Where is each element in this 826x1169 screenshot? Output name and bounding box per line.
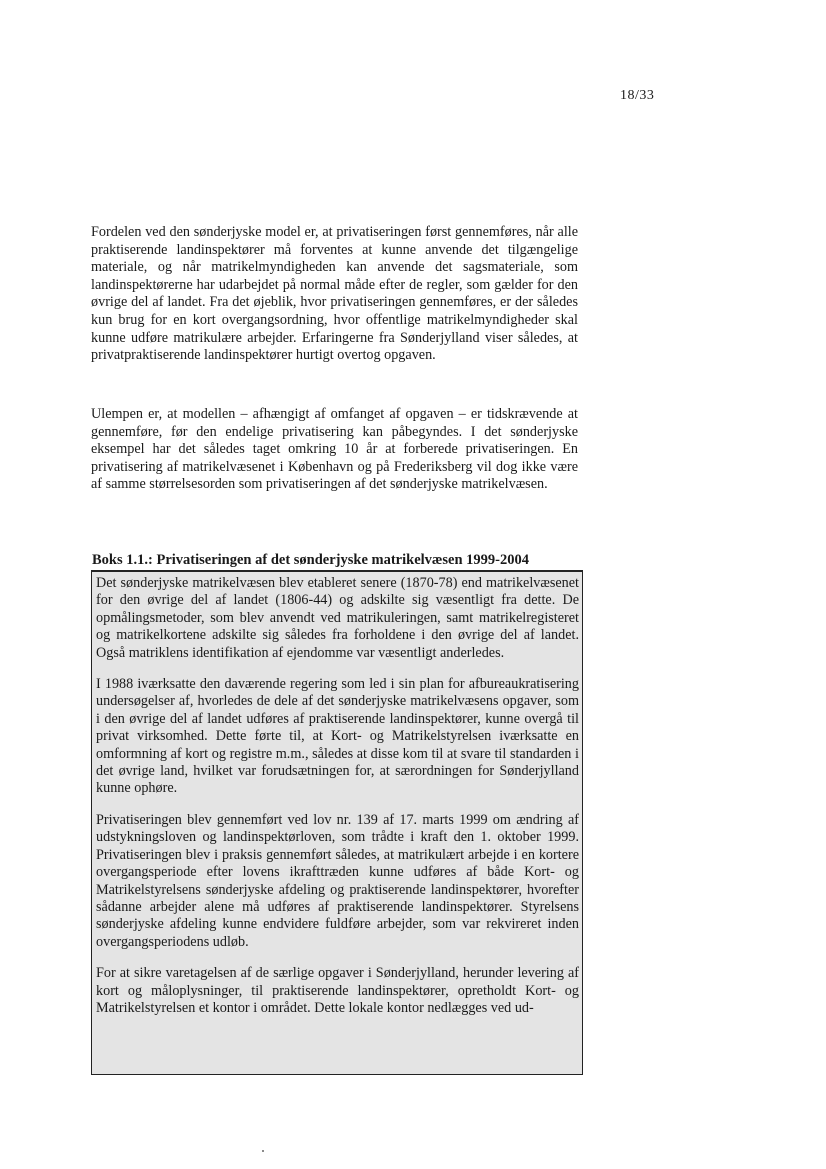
- body-paragraph-disadvantages: Ulempen er, at modellen – afhængigt af omfanget af opgaven – er tidskrævende at gennemføre, før den endelige privatisering kan påbegyndes. I det sønderjyske eksempel har det således taget omkring 10 år at forberede privatiseringen. En privatisering af matrikelvæsenet i København og på Frederiksberg vil dog ikke være af samme størrelsesorden som privatiseringen af det sønderjyske matrikelvæsen.: [91, 406, 578, 493]
- page-number: 18/33: [620, 88, 655, 103]
- body-paragraph-advantages: Fordelen ved den sønderjyske model er, at privatiseringen først gennemføres, når alle praktiserende landinspektører må forventes at kunne anvende det tilgængelige materiale, og når matrikelmyndigheden kan anvende det sagsmateriale, som landinspektørerne har udarbejdet på normal måde efter de regler, som gælder for den øvrige del af landet. Fra det øjeblik, hvor privatiseringen gennemføres, er der således kun brug for en kort overgangsordning, hvor offentlige matrikelmyndigheder skal kunne udføre matrikulære arbejder. Erfaringerne fra Sønderjylland viser således, at privatpraktiserende landinspektører hurtigt overtog opgaven.: [91, 224, 578, 364]
- scan-speck: [262, 1150, 264, 1152]
- box-title: Boks 1.1.: Privatiseringen af det sønderjyske matrikelvæsen 1999-2004: [92, 552, 529, 568]
- info-box: [91, 570, 583, 1075]
- box-paragraph-1988: I 1988 iværksatte den daværende regering som led i sin plan for afbureaukratisering undersøgelser af, hvorledes de dele af det sønderjyske matrikelvæsens opgaver, som i den øvrige del af landet udføres af praktiserende landinspektører, kunne overgå til privat virksomhed. Dette førte til, at Kort- og Matrikelstyrelsen iværksatte en omformning af kort og registre m.m., således at disse kom til at svare til standarden i det øvrige land, hvilket var forudsætningen for, at særordningen for Sønderjylland kunne ophøre.: [96, 676, 579, 797]
- box-paragraph-law: Privatiseringen blev gennemført ved lov nr. 139 af 17. marts 1999 om ændring af udstykningsloven og landinspektørloven, som trådte i kraft den 1. oktober 1999. Privatiseringen blev i praksis gennemført således, at matrikulært arbejde i en kortere overgangsperiode efter lovens ikrafttræden kunne udføres af både Kort- og Matrikelstyrelsens sønderjyske afdeling og praktiserende landinspektører, hvorefter sådanne arbejder alene må udføres af praktiserende landinspektører. Styrelsens sønderjyske afdeling kunne endvidere fuldføre arbejder, som var rekvireret inden overgangsperiodens udløb.: [96, 811, 579, 950]
- box-paragraph-office: For at sikre varetagelsen af de særlige opgaver i Sønderjylland, herunder levering af kort og måloplysninger, til praktiserende landinspektører, opretholdt Kort- og Matrikelstyrelsen et kontor i området. Dette lokale kontor nedlægges ved ud-: [96, 965, 579, 1016]
- box-paragraph-history: Det sønderjyske matrikelvæsen blev etableret senere (1870-78) end matrikelvæsenet for den øvrige del af landet (1806-44) og adskilte sig væsentligt fra dette. De opmålingsmetoder, som blev anvendt ved matrikuleringen, samt matrikelregisteret og matrikelkortene adskilte sig således fra forholdene i den øvrige del af landet. Også matriklens identifikation af ejendomme var væsentligt anderledes.: [96, 575, 579, 661]
